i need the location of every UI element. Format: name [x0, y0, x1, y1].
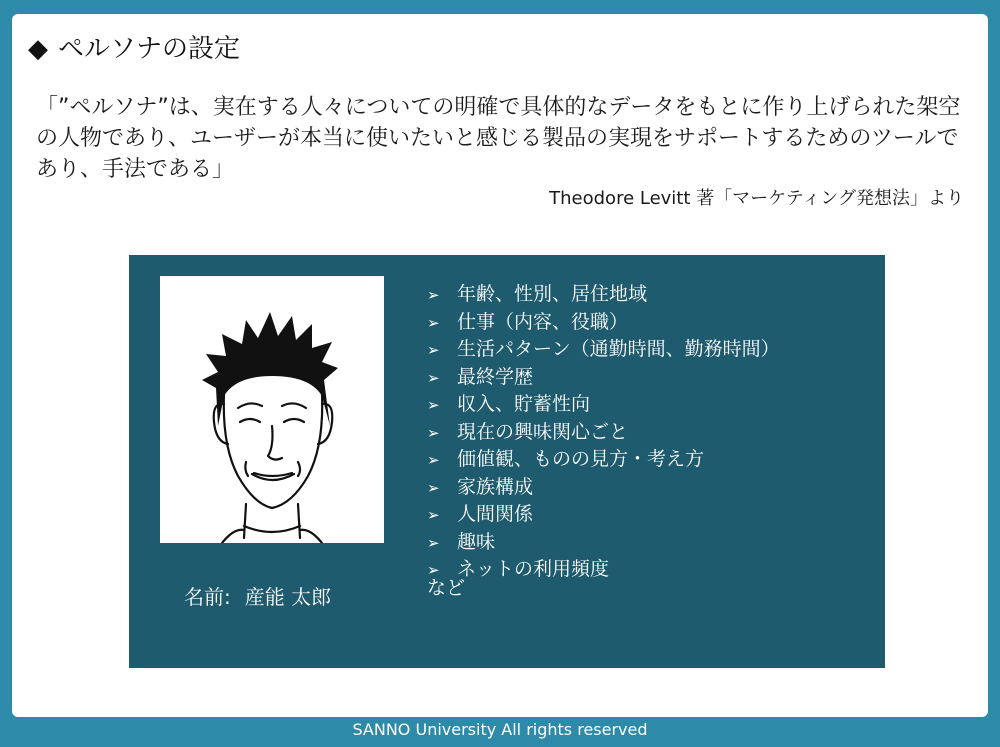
persona-attribute-item	[427, 474, 780, 502]
arrowhead-bullet-icon: ➢	[427, 341, 440, 359]
arrowhead-bullet-icon: ➢	[427, 313, 440, 332]
persona-name-value: 産能 太郎	[244, 585, 332, 609]
arrowhead-bullet-icon: ➢	[427, 533, 440, 552]
arrowhead-bullet-icon: ➢	[427, 423, 440, 442]
quote-source: Theodore Levitt 著「マーケティング発想法」より	[549, 188, 964, 209]
persona-definition-quote: 「”ペルソナ”は、実在する人々についての明確で具体的なデータをもとに作り上げられた架空の人物であり、ユーザーが本当に使いたいと感じる製品の実現をサポートするためのツールであり、手法である」	[36, 95, 961, 182]
arrowhead-bullet-icon: ➢	[427, 396, 440, 414]
persona-attribute-text: 現在の興味関心ごと	[457, 420, 629, 443]
persona-attribute-text: 収入、貯蓄性向	[457, 393, 591, 415]
persona-attribute-item	[427, 501, 780, 529]
arrowhead-bullet-icon: ➢	[427, 368, 440, 387]
persona-attribute-item	[427, 281, 780, 309]
persona-attribute-list	[427, 281, 780, 584]
persona-name-label: 名前:	[184, 585, 231, 609]
persona-attribute-text: 家族構成	[457, 475, 534, 498]
persona-attribute-text: 価値観、ものの見方・考え方	[457, 448, 705, 470]
persona-panel	[129, 255, 885, 668]
persona-attribute-item	[427, 391, 780, 419]
diamond-bullet-icon: ◆	[28, 34, 48, 64]
persona-attribute-item	[427, 419, 780, 447]
arrowhead-bullet-icon: ➢	[427, 478, 440, 497]
persona-attribute-item	[427, 529, 780, 557]
slide-title	[28, 28, 240, 65]
persona-attribute-item	[427, 364, 780, 392]
persona-attribute-item	[427, 556, 780, 584]
persona-attribute-trailing: など	[427, 577, 466, 599]
slide-title-text: ペルソナの設定	[58, 34, 241, 64]
persona-attribute-item	[427, 309, 780, 337]
arrowhead-bullet-icon: ➢	[427, 451, 440, 469]
persona-attribute-text: 趣味	[457, 530, 496, 553]
persona-attribute-text: 生活パターン（通勤時間、勤務時間）	[457, 338, 780, 360]
persona-attribute-text: 最終学歴	[457, 365, 534, 388]
copyright-footer: SANNO University All rights reserved	[352, 720, 648, 739]
persona-attribute-item	[427, 336, 780, 364]
persona-attribute-text: 年齢、性別、居住地域	[457, 283, 648, 305]
persona-attribute-text: 仕事（内容、役職）	[457, 310, 629, 333]
persona-portrait	[160, 276, 384, 543]
persona-attribute-item	[427, 446, 780, 474]
slide	[12, 14, 988, 717]
arrowhead-bullet-icon: ➢	[427, 506, 440, 524]
persona-attribute-text: ネットの利用頻度	[457, 558, 610, 580]
arrowhead-bullet-icon: ➢	[427, 561, 440, 579]
persona-name	[184, 581, 331, 610]
persona-attribute-text: 人間関係	[457, 503, 534, 525]
man-face-illustration-icon	[160, 276, 384, 543]
arrowhead-bullet-icon: ➢	[427, 286, 440, 304]
